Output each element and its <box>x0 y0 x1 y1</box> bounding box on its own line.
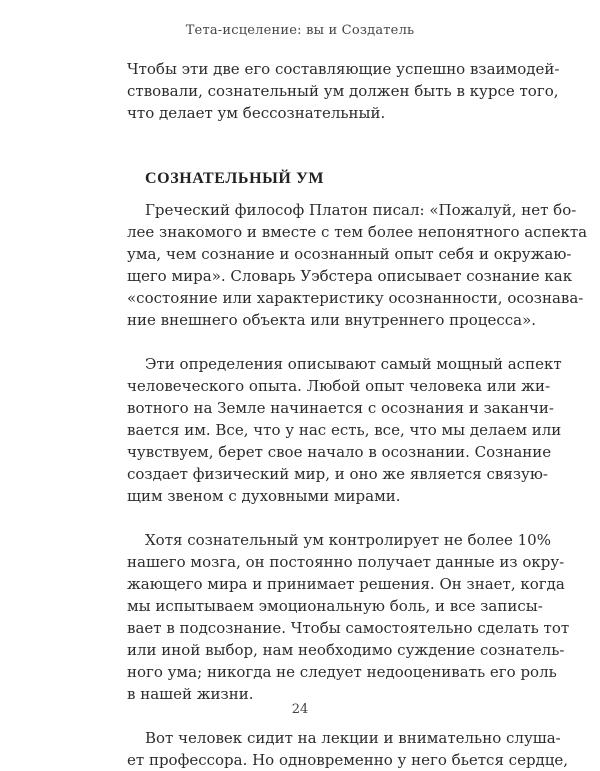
text-line: в нашей жизни. <box>127 685 254 703</box>
text-line: или иной выбор, нам необходимо суждение сознатель- <box>127 641 565 659</box>
text-line: создает физический мир, и оно же является связую- <box>127 465 548 483</box>
text-line: вает в подсознание. Чтобы самостоятельно сделать тот <box>127 619 570 637</box>
text-line: Эти определения описывают самый мощный аспект <box>145 355 562 373</box>
paragraph-2 <box>127 353 562 507</box>
text-line: человеческого опыта. Любой опыт человека или жи- <box>127 377 551 395</box>
text-line: Хотя сознательный ум контролирует не более 10% <box>145 531 551 549</box>
text-line: вотного на Земле начинается с осознания и заканчи- <box>127 399 555 417</box>
running-header: Тета-исцеление: вы и Создатель <box>185 23 415 38</box>
section-heading: СОЗНАТЕЛЬНЫЙ УМ <box>145 170 325 187</box>
text-line: нашего мозга, он постоянно получает данные из окру- <box>127 553 565 571</box>
paragraph-spacer <box>127 124 513 146</box>
text-line: мы испытываем эмоциональную боль, и все записы- <box>127 597 543 615</box>
text-line: «состояние или характеристику осознанности, осознава- <box>127 289 584 307</box>
paragraph-4 <box>127 727 569 771</box>
paragraph-spacer <box>127 507 513 529</box>
text-line: ствовали, сознательный ум должен быть в курсе того, <box>127 82 559 100</box>
text-line: ного ума; никогда не следует недооценивать его роль <box>127 663 557 681</box>
text-line: ума, чем сознание и осознанный опыт себя и окружаю- <box>127 245 572 263</box>
text-line: Греческий философ Платон писал: «Пожалуй, нет бо- <box>145 201 577 219</box>
paragraph-1 <box>127 199 588 331</box>
intro-paragraph <box>127 58 560 124</box>
text-line: щим звеном с духовными мирами. <box>127 487 401 505</box>
paragraph-spacer <box>127 331 513 353</box>
text-line: вается им. Все, что у нас есть, все, что мы делаем или <box>127 421 562 439</box>
text-line: жающего мира и принимает решения. Он знает, когда <box>127 575 565 593</box>
body-text <box>127 58 588 771</box>
text-line: Вот человек сидит на лекции и внимательно слуша- <box>145 729 561 747</box>
text-line: Чтобы эти две его составляющие успешно взаимодей- <box>127 60 560 78</box>
text-line: ет профессора. Но одновременно у него бьется сердце, <box>127 751 569 769</box>
paragraph-3 <box>127 529 570 705</box>
text-line: что делает ум бессознательный. <box>127 104 386 122</box>
text-line: ние внешнего объекта или внутреннего процесса». <box>127 311 537 329</box>
text-line: чувствуем, берет свое начало в осознании. Сознание <box>127 443 552 461</box>
text-line: щего мира». Словарь Уэбстера описывает сознание как <box>127 267 573 285</box>
page-number: 24 <box>291 702 309 717</box>
text-line: лее знакомого и вместе с тем более непонятного аспекта <box>127 223 588 241</box>
